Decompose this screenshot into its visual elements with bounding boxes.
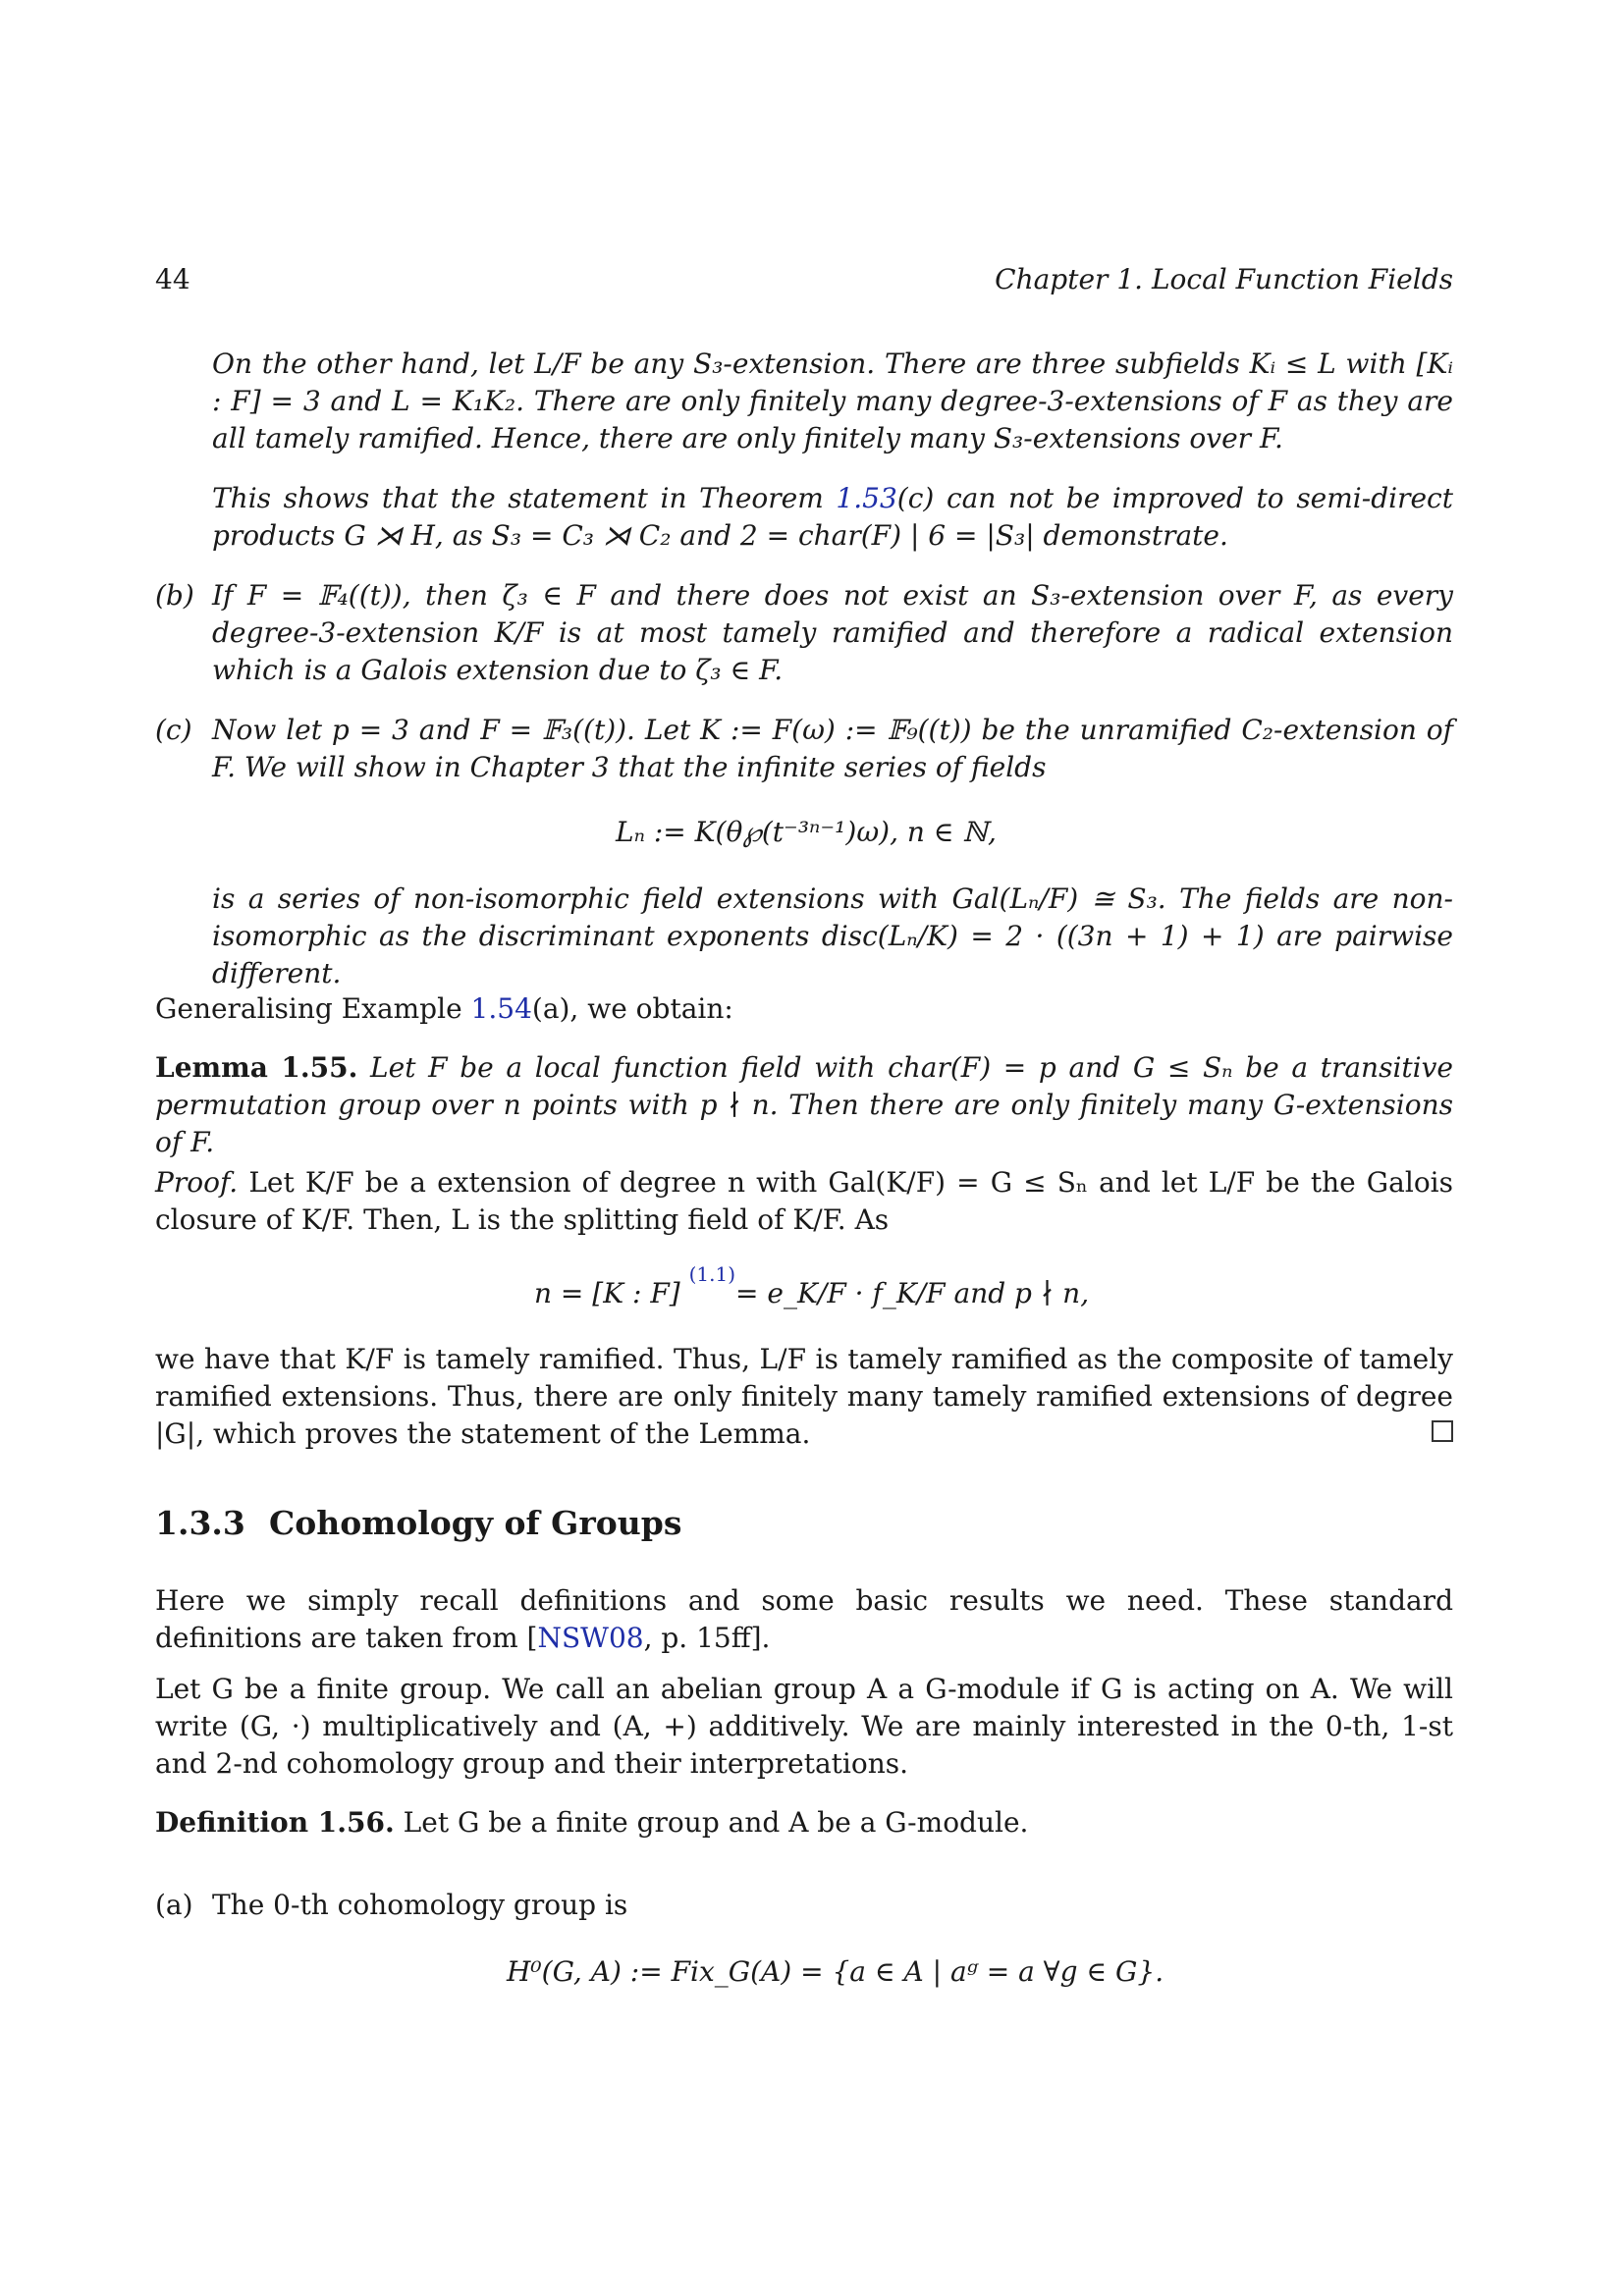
item-label: (b) — [155, 579, 194, 612]
item-c-continuation: is a series of non-isomorphic field extensions with Gal(Lₙ/F) ≅ S₃. The fields are non-isomorphic as the discriminant exponents disc(Lₙ/K) = 2 · ((3n + 1) + 1) are pairwise different. — [212, 882, 1453, 989]
item-text: If F = 𝔽₄((t)), then ζ₃ ∈ F and there does not exist an S₃-extension over F, as every degree-3-extension K/F is at most tamely ramified and therefore a radical extension which is a Galois extension due to ζ₃ ∈ F. — [212, 579, 1453, 686]
example-item-c — [155, 712, 1453, 786]
section-number: 1.3.3 — [155, 1504, 245, 1542]
example-link[interactable]: 1.54 — [470, 992, 532, 1025]
generalising-sentence — [155, 990, 1453, 1028]
item-label: (a) — [155, 1889, 193, 1921]
definition-item-a — [155, 1887, 1453, 1924]
definition-block — [155, 1804, 1453, 1842]
paragraph-text: This shows that the statement in Theorem — [212, 482, 837, 514]
equation-right: = e_K/F · f_K/F and p ∤ n, — [735, 1277, 1090, 1309]
definition-text: Let G be a finite group and A be a G-module. — [403, 1806, 1029, 1839]
display-equation-degree — [534, 1262, 1090, 1314]
definition-label: Definition 1.56. — [155, 1806, 395, 1839]
equation-left: n = [K : F] — [534, 1277, 689, 1309]
section-title: Cohomology of Groups — [269, 1504, 682, 1542]
example-paragraph-2 — [212, 480, 1453, 555]
section-paragraph-1 — [155, 1582, 1453, 1657]
example-item-b — [155, 577, 1453, 689]
proof-conclusion: we have that K/F is tamely ramified. Thus, L/F is tamely ramified as the composite of tamely ramified extensions. Thus, there are only finitely many tamely ramified extensions of degree |G|, which proves the statement of the Lemma. — [155, 1343, 1453, 1450]
paragraph-text: Here we simply recall definitions and some basic results we need. These standard definitions are taken from [ — [155, 1584, 1453, 1654]
example-paragraph-1: On the other hand, let L/F be any S₃-extension. There are three subfields Kᵢ ≤ L with [Kᵢ : F] = 3 and L = K₁K₂. There are only finitely many degree-3-extensions of F as they are all tamely ramified. Hence, there are only finitely many S₃-extensions over F. — [212, 347, 1453, 454]
citation-link[interactable]: NSW08 — [537, 1622, 644, 1654]
item-text: Now let p = 3 and F = 𝔽₃((t)). Let K := F(ω) := 𝔽₉((t)) be the unramified C₂-extension of F. We will show in Chapter 3 that the infinite series of fields — [212, 714, 1453, 783]
running-header: Chapter 1. Local Function Fields — [995, 263, 1453, 295]
lemma-text: Let F be a local function field with char(F) = p and G ≤ Sₙ be a transitive permutation group over n points with p ∤ n. Then there are only finitely many G-extensions of F. — [155, 1051, 1453, 1158]
display-equation-ln: Lₙ := K(θ℘(t⁻³ⁿ⁻¹)ω), n ∈ ℕ, — [616, 816, 997, 848]
paragraph-text: (a), we obtain: — [531, 992, 733, 1025]
proof-block — [155, 1164, 1453, 1239]
paragraph-text: , p. 15ff]. — [643, 1622, 771, 1654]
equation-reference-link[interactable]: (1.1) — [688, 1262, 736, 1286]
section-heading — [155, 1504, 681, 1542]
page-number: 44 — [155, 263, 190, 295]
lemma-block — [155, 1049, 1453, 1161]
paragraph-text: (c) can not be improved to semi-direct products G ⋊ H, as S₃ = C₃ ⋊ C₂ and 2 = char(F) | 6 = |S₃| demonstrate. — [212, 482, 1453, 552]
lemma-label: Lemma 1.55. — [155, 1051, 358, 1084]
proof-text: Let K/F be a extension of degree n with Gal(K/F) = G ≤ Sₙ and let L/F be the Galois closure of K/F. Then, L is the splitting field of K/F. As — [155, 1166, 1454, 1236]
paragraph-text: Generalising Example — [155, 992, 471, 1025]
proof-label: Proof. — [155, 1166, 239, 1199]
qed-square-icon — [1432, 1420, 1453, 1442]
section-paragraph-2: Let G be a finite group. We call an abelian group A a G-module if G is acting on A. We will write (G, ·) multiplicatively and (A, +) additively. We are mainly interested in the 0-th, 1-st and 2-nd cohomology group and their interpretations. — [155, 1673, 1453, 1780]
theorem-link[interactable]: 1.53 — [836, 482, 897, 514]
item-label: (c) — [155, 714, 192, 746]
display-equation-h0: H⁰(G, A) := Fix_G(A) = {a ∈ A | aᵍ = a ∀g ∈ G}. — [507, 1955, 1164, 1988]
item-text: The 0-th cohomology group is — [212, 1889, 628, 1921]
